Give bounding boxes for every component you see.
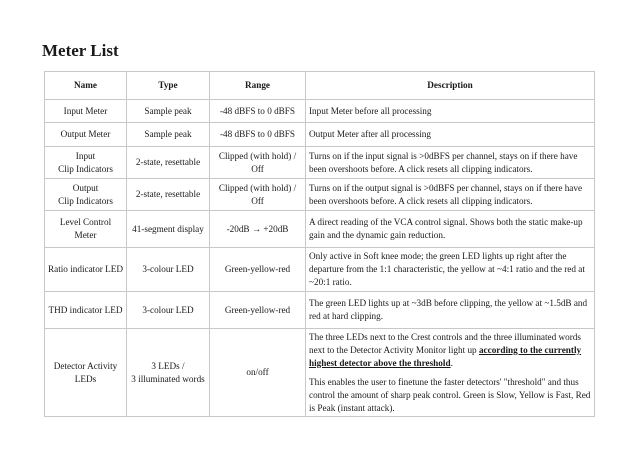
meter-description-cell: Turns on if the output signal is >0dBFS per channel, stays on if there have been overshoots before. A click resets all clipping indicators. [306,179,595,211]
column-header-range: Range [210,72,306,100]
table-row [45,329,595,417]
meter-description-cell: Only active in Soft knee mode; the green LED lights up right after the departure from the 1:1 characteristic, the yellow at ~4:1 ratio and the red at ~20:1 ratio. [306,248,595,292]
meter-name-cell: Level Control Meter [45,211,127,248]
meter-name-cell: Ratio indicator LED [45,248,127,292]
description-text: The three LEDs next to the Crest controls and the three illuminated words next to the Detector Activity Monitor light up [309,331,581,355]
table-row [45,123,595,147]
meter-range-cell: -20dB → +20dB [210,211,306,248]
meter-description-cell: Turns on if the input signal is >0dBFS per channel, stays on if there have been overshoots before. A click resets all clipping indicators. [306,147,595,179]
meter-table [44,71,595,417]
meter-name-cell: Input Clip Indicators [45,147,127,179]
meter-range-cell: on/off [210,329,306,417]
meter-type-cell: 2-state, resettable [127,147,210,179]
meter-name-cell: Output Meter [45,123,127,147]
meter-description-cell: Input Meter before all processing [306,100,595,123]
meter-type-cell: Sample peak [127,100,210,123]
table-header-row [45,72,595,100]
meter-type-cell: Sample peak [127,123,210,147]
meter-range-cell: Clipped (with hold) / Off [210,147,306,179]
table-row [45,179,595,211]
column-header-description: Description [306,72,595,100]
description-text: . [450,357,453,368]
table-row [45,100,595,123]
column-header-name: Name [45,72,127,100]
description-paragraph [309,331,591,370]
meter-range-cell: -48 dBFS to 0 dBFS [210,123,306,147]
meter-type-cell: 3-colour LED [127,292,210,329]
meter-type-cell: 41-segment display [127,211,210,248]
meter-type-cell: 2-state, resettable [127,179,210,211]
table-row [45,248,595,292]
column-header-type: Type [127,72,210,100]
meter-description-cell: A direct reading of the VCA control signal. Shows both the static make-up gain and the dynamic gain reduction. [306,211,595,248]
meter-type-cell: 3 LEDs / 3 illuminated words [127,329,210,417]
meter-range-cell: Green-yellow-red [210,248,306,292]
meter-name-cell: THD indicator LED [45,292,127,329]
meter-name-cell: Input Meter [45,100,127,123]
meter-range-cell: -48 dBFS to 0 dBFS [210,100,306,123]
meter-range-cell: Clipped (with hold) / Off [210,179,306,211]
page-title: Meter List [42,41,119,60]
table-row [45,292,595,329]
description-paragraph: This enables the user to finetune the faster detectors' "threshold" and thus control the amount of sharp peak control. Green is Slow, Yellow is Fast, Red is Peak (instant attack). [309,376,591,413]
table-row [45,211,595,248]
meter-description-cell: Output Meter after all processing [306,123,595,147]
meter-description-cell [306,329,595,417]
meter-range-cell: Green-yellow-red [210,292,306,329]
meter-name-cell: Output Clip Indicators [45,179,127,211]
meter-type-cell: 3-colour LED [127,248,210,292]
meter-name-cell: Detector Activity LEDs [45,329,127,417]
description-emphasis: according to the currently highest detector above the threshold [309,344,582,368]
table-row [45,147,595,179]
meter-description-cell: The green LED lights up at ~3dB before clipping, the yellow at ~1.5dB and red at hard clipping. [306,292,595,329]
